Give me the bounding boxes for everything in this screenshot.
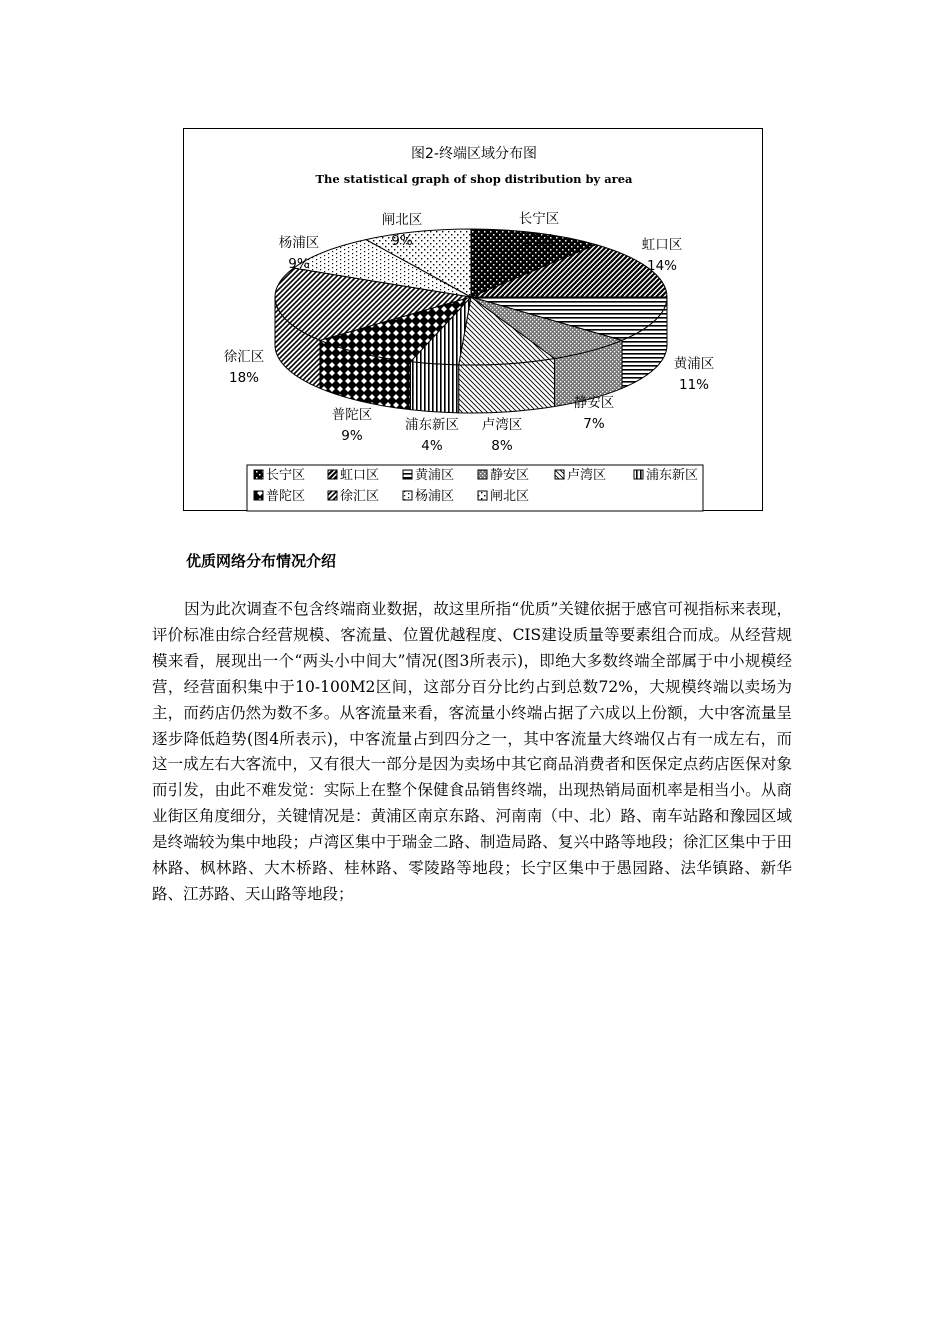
legend-swatch-2 — [403, 470, 412, 479]
legend-label-5: 浦东新区 — [646, 468, 699, 483]
pie-side-5 — [410, 362, 458, 413]
legend-swatch-9 — [478, 491, 487, 500]
pie-label-4: 卢湾区 — [481, 417, 523, 433]
body-paragraph-text: 因为此次调查不包含终端商业数据，故这里所指“优质”关键依据于感官可视指标来表现，评价标准由综合经营规模、客流量、位置优越程度、CIS建设质量等要素组合而成。从经营规模来看，展现出一个“两头小中间大”情况(图3所表示)，即绝大多数终端全部属于中小规模经营，经营面积集中于10-100M2区间，这部分百分比约占到总数72%，大规模终端以卖场为主，而药店仍然为数不多。从客流量来看，客流量小终端占据了六成以上份额，大中客流量呈逐步降低趋势(图4所表示)，中客流量占到四分之一，其中客流量大终端仅占有一成左右，而这一成左右大客流中，又有很大一部分是因为卖场中其它商品消费者和医保定点药店医保对象而引发，由此不难发觉：实际上在整个保健食品销售终端，出现热销局面机率是相当小。从商业街区角度细分，关键情况是：黄浦区南京东路、河南南（中、北）路、南车站路和豫园区域是终端较为集中地段；卢湾区集中于瑞金二路、制造局路、复兴中路等地段；徐汇区集中于田林路、枫林路、大木桥路、桂林路、零陵路等地段；长宁区集中于愚园路、法华镇路、新华路、江苏路、天山路等地段； — [152, 600, 792, 903]
legend-swatch-6 — [254, 491, 263, 500]
legend-swatch-5 — [634, 470, 643, 479]
pie-value-label-5: 4% — [421, 438, 443, 454]
legend-label-2: 黄浦区 — [415, 468, 455, 483]
pie-value-label-3: 7% — [583, 416, 605, 432]
pie-value-label-2: 11% — [678, 377, 710, 393]
pie-label-6: 普陀区 — [331, 407, 373, 423]
legend-swatch-1 — [328, 470, 337, 479]
legend-label-9: 闸北区 — [490, 489, 530, 504]
pie-value-label-0: 11% — [523, 232, 555, 248]
pie-value-label-4: 8% — [491, 438, 513, 454]
pie-value-label-7: 18% — [228, 370, 260, 386]
pie-label-8: 杨浦区 — [278, 235, 320, 251]
chart-title: 图2-终端区域分布图 — [411, 146, 537, 162]
pie-value-label-9: 9% — [391, 233, 413, 249]
legend-label-6: 普陀区 — [266, 489, 306, 504]
legend-label-0: 长宁区 — [266, 468, 306, 483]
pie-label-0: 长宁区 — [518, 211, 560, 227]
legend-label-7: 徐汇区 — [340, 489, 380, 504]
legend-label-3: 静安区 — [490, 468, 530, 483]
pie-label-1: 虹口区 — [641, 237, 683, 253]
legend-swatch-3 — [478, 470, 487, 479]
pie-label-3: 静安区 — [573, 395, 615, 411]
pie-value-label-6: 9% — [341, 428, 363, 444]
pie-chart-figure — [183, 128, 763, 511]
pie-chart-svg — [184, 129, 764, 512]
legend-swatch-7 — [328, 491, 337, 500]
pie-label-7: 徐汇区 — [223, 349, 265, 365]
pie-label-2: 黄浦区 — [673, 356, 715, 372]
legend-label-4: 卢湾区 — [567, 468, 607, 483]
pie-value-label-1: 14% — [646, 258, 678, 274]
body-paragraph — [152, 597, 792, 908]
chart-subtitle: The statistical graph of shop distribution by area — [315, 172, 633, 186]
pie-value-label-8: 9% — [288, 256, 310, 272]
pie-label-5: 浦东新区 — [405, 417, 459, 433]
section-title: 优质网络分布情况介绍 — [186, 552, 337, 570]
pie-top-layer — [275, 229, 667, 365]
pie-side-4 — [459, 359, 555, 413]
legend-label-8: 杨浦区 — [415, 489, 455, 504]
legend-label-1: 虹口区 — [340, 468, 380, 483]
legend-swatch-0 — [254, 470, 263, 479]
pie-label-9: 闸北区 — [381, 212, 423, 228]
legend-swatch-8 — [403, 491, 412, 500]
legend-swatch-4 — [555, 470, 564, 479]
